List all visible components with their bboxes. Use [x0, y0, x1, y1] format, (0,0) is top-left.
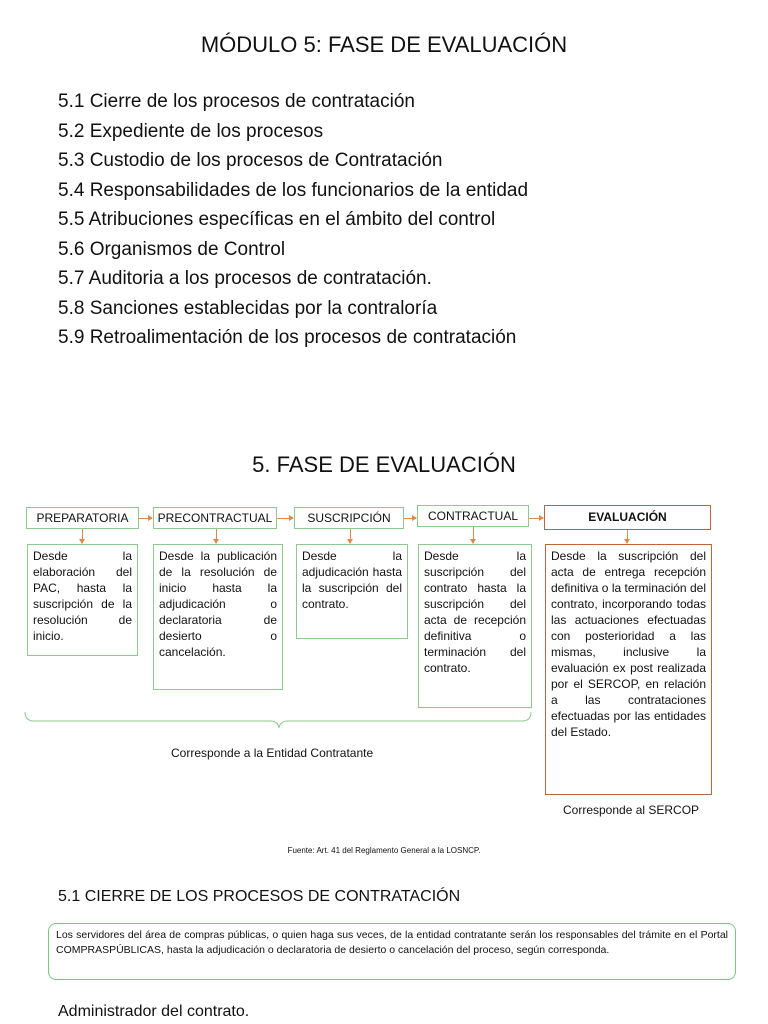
phase-desc-suscripcion: Desde la adjudicación hasta la suscripción del contrato. [296, 544, 408, 639]
phase-box-contractual: CONTRACTUAL [417, 505, 529, 527]
table-of-contents [58, 87, 528, 353]
toc-item: 5.9 Retroalimentación de los procesos de contratación [58, 327, 517, 348]
toc-item: 5.1 Cierre de los procesos de contratación [58, 91, 415, 112]
toc-item: 5.4 Responsabilidades de los funcionarios de la entidad [58, 179, 529, 201]
sercop-caption: Corresponde al SERCOP [563, 803, 700, 817]
toc-item: 5.5 Atribuciones específicas en el ámbito del control [58, 209, 496, 230]
phase-box-precontractual: PRECONTRACTUAL [153, 507, 277, 529]
toc-item: 5.2 Expediente de los procesos [58, 120, 324, 142]
phase-box-preparatoria: PREPARATORIA [26, 507, 139, 529]
phase-desc-preparatoria: Desde la elaboración del PAC, hasta la suscripción de la resolución de inicio. [27, 544, 138, 656]
arrow-right-icon [277, 518, 293, 519]
phase-box-evaluacion: EVALUACIÓN [544, 505, 711, 530]
arrow-down-icon [350, 529, 351, 543]
entity-caption: Corresponde a la Entidad Contratante [171, 746, 374, 760]
module-title: MÓDULO 5: FASE DE EVALUACIÓN [200, 32, 568, 57]
entity-bracket [24, 710, 534, 732]
section-title: 5.1 CIERRE DE LOS PROCESOS DE CONTRATACIÓN [58, 888, 461, 905]
arrow-down-icon [216, 529, 217, 543]
phase-desc-precontractual: Desde la publicación de la resolución de inicio hasta la adjudicación o declaratoria de desierto o cancelación. [153, 544, 283, 690]
phase-desc-evaluacion: Desde la suscripción del acta de entrega recepción definitiva o la terminación del contrato, incorporando todas las actuaciones efectuadas con posterioridad a las mismas, inclusive la evaluación ex post realizada por el SERCOP, en relación a las contrataciones efectuadas por las entidades del Estado. [545, 544, 712, 795]
toc-item: 5.6 Organismos de Control [58, 238, 286, 260]
arrow-right-icon [139, 518, 152, 519]
toc-item: 5.8 Sanciones establecidas por la contraloría [58, 297, 438, 319]
arrow-down-icon [473, 527, 474, 543]
arrow-down-icon [82, 529, 83, 543]
phase-box-suscripcion: SUSCRIPCIÓN [294, 507, 404, 529]
phase-desc-contractual: Desde la suscripción del contrato hasta la suscripción del acta de recepción definitiva o terminación del contrato. [418, 544, 532, 708]
section-text-box: Los servidores del área de compras públicas, o quien haga sus veces, de la entidad contratante serán los responsables del trámite en el Portal COMPRASPÚBLICAS, hasta la adjudicación o declaratoria de desierto o cancelación del proceso, según corresponda. [48, 923, 736, 980]
arrow-right-icon [404, 518, 416, 519]
source-note: Fuente: Art. 41 del Reglamento General a la LOSNCP. [287, 846, 481, 855]
phase-title: 5. FASE DE EVALUACIÓN [252, 452, 516, 477]
toc-item: 5.7 Auditoria a los procesos de contratación. [58, 268, 432, 289]
arrow-right-icon [529, 518, 543, 519]
toc-item: 5.3 Custodio de los procesos de Contratación [58, 150, 443, 171]
admin-heading: Administrador del contrato. [58, 1003, 250, 1020]
arrow-down-icon [627, 530, 628, 543]
